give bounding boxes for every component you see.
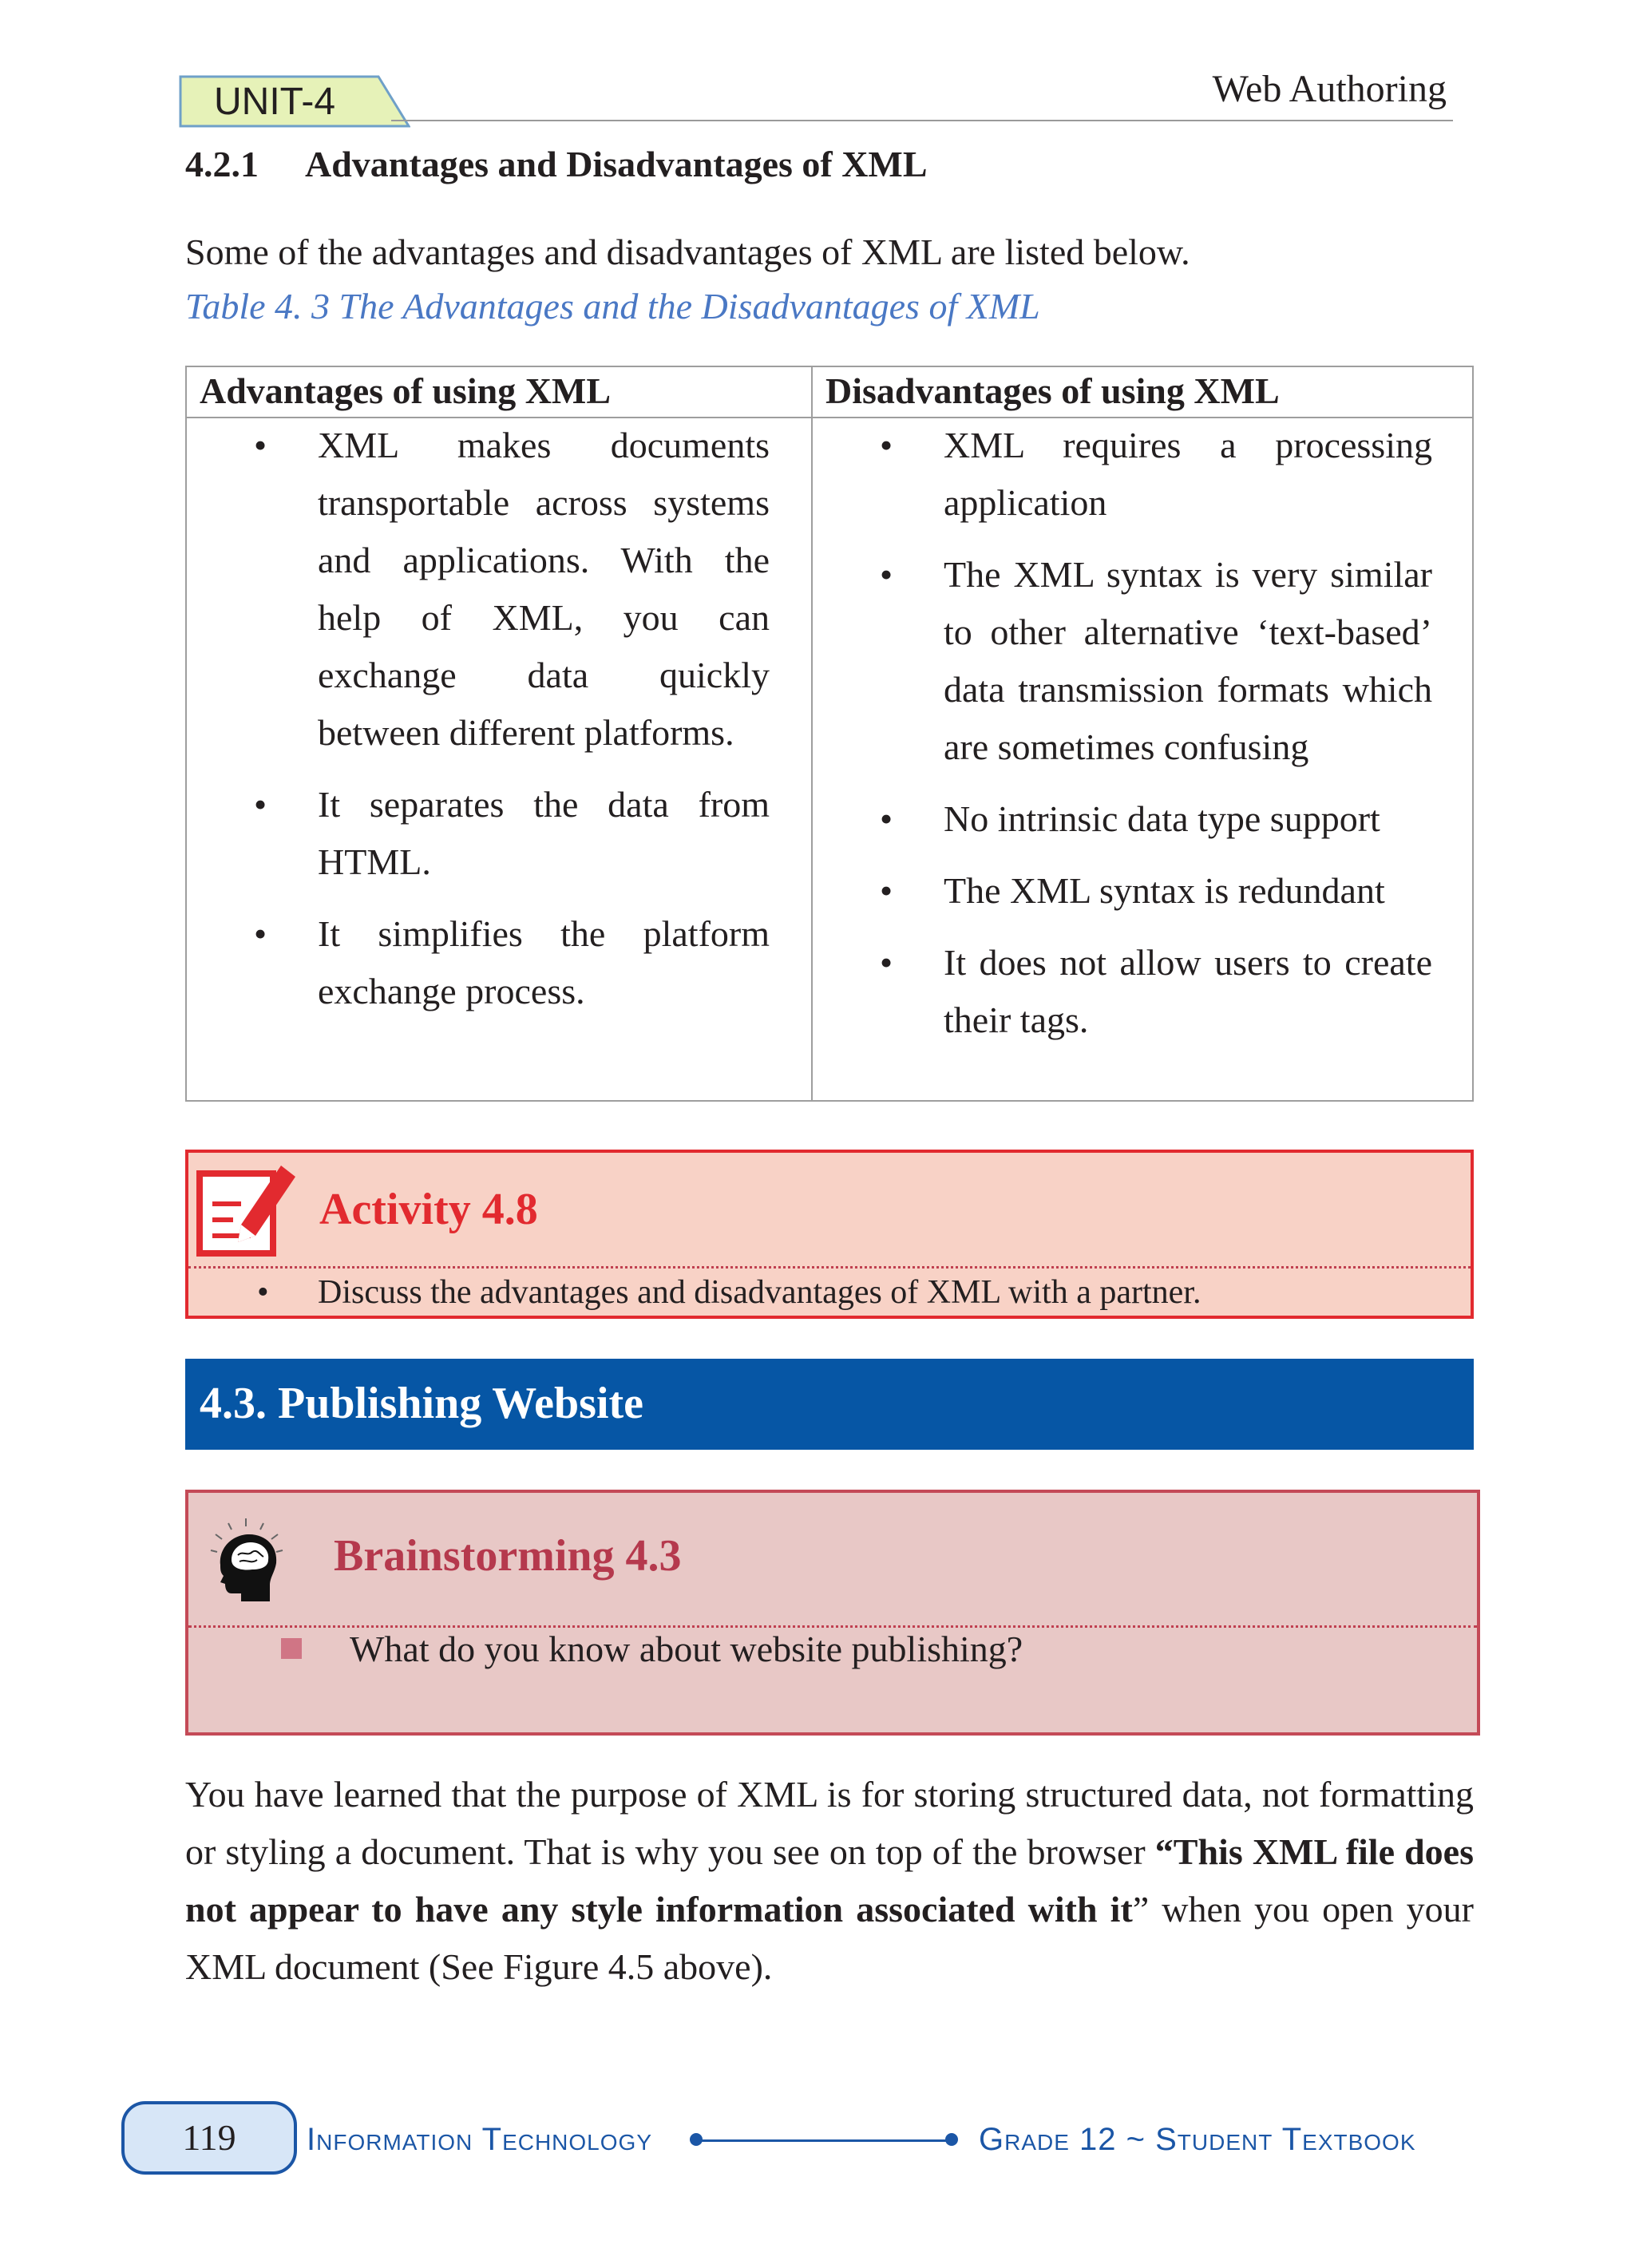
section-number: 4.2.1 bbox=[185, 144, 259, 184]
bullet: • bbox=[880, 942, 893, 983]
table-column-divider bbox=[811, 366, 813, 1102]
list-item: • XML makes documents transportable across systems and applications. With the help of XML, you can exchange data quickly between different platforms. bbox=[318, 417, 770, 762]
bullet: • bbox=[254, 913, 267, 954]
header-rule bbox=[391, 120, 1453, 121]
list-item: • XML requires a processing application bbox=[944, 417, 1432, 532]
activity-divider bbox=[188, 1266, 1471, 1269]
section-title: Advantages and Disadvantages of XML bbox=[305, 144, 928, 184]
bullet: • bbox=[880, 554, 893, 595]
bullet: • bbox=[257, 1274, 269, 1311]
advantages-list bbox=[254, 417, 770, 1020]
square-bullet-icon bbox=[281, 1638, 302, 1659]
bullet: • bbox=[880, 798, 893, 839]
body-paragraph: You have learned that the purpose of XML is for storing structured data, not formatting or styling a document. That is why you see on top of the browser “This XML file does not appear to have any style information associated with it” when you open your XML document (See Figure 4.5 above). bbox=[185, 1774, 1474, 1987]
brainstorming-title: Brainstorming 4.3 bbox=[334, 1531, 682, 1581]
page-number: 119 bbox=[182, 2117, 236, 2158]
list-item: • The XML syntax is very similar to other alternative ‘text-based’ data transmission formats which are sometimes confusing bbox=[944, 546, 1432, 776]
unit-label: UNIT-4 bbox=[214, 81, 336, 123]
list-item: • The XML syntax is redundant bbox=[944, 862, 1432, 920]
list-item: • It does not allow users to create their tags. bbox=[944, 934, 1432, 1049]
table-header-disadvantages: Disadvantages of using XML bbox=[825, 370, 1280, 411]
bold-quote: “This XML file does not appear to have any style information associated with it bbox=[185, 1831, 1474, 1930]
footer-dot bbox=[690, 2133, 703, 2146]
list-item: • It simplifies the platform exchange process. bbox=[318, 905, 770, 1020]
list-item: • No intrinsic data type support bbox=[944, 790, 1432, 848]
footer-dot bbox=[945, 2133, 958, 2146]
activity-title: Activity 4.8 bbox=[319, 1185, 538, 1234]
activity-item: Discuss the advantages and disadvantages of XML with a partner. bbox=[318, 1274, 1202, 1311]
disadvantages-list bbox=[880, 417, 1432, 1063]
activity-pencil-icon bbox=[195, 1158, 299, 1257]
footer-grade: Grade 12 ~ Student Textbook bbox=[979, 2122, 1416, 2157]
bullet: • bbox=[254, 784, 267, 825]
banner-title: 4.3. Publishing Website bbox=[200, 1379, 644, 1428]
running-head: Web Authoring bbox=[1212, 68, 1447, 110]
section-heading bbox=[185, 141, 928, 188]
table-header-advantages: Advantages of using XML bbox=[200, 370, 612, 411]
intro-paragraph: Some of the advantages and disadvantages of XML are listed below. bbox=[185, 232, 1190, 272]
bullet: • bbox=[880, 870, 893, 911]
bullet: • bbox=[880, 425, 893, 465]
brain-head-icon bbox=[204, 1517, 292, 1605]
table-caption: Table 4. 3 The Advantages and the Disadvantages of XML bbox=[185, 286, 1040, 327]
brainstorming-item: What do you know about website publishing? bbox=[350, 1629, 1023, 1669]
list-item: • It separates the data from HTML. bbox=[318, 776, 770, 891]
brainstorming-box bbox=[185, 1490, 1480, 1736]
footer-connector-line bbox=[696, 2139, 952, 2142]
footer-subject: Information Technology bbox=[307, 2122, 652, 2157]
bullet: • bbox=[254, 425, 267, 465]
